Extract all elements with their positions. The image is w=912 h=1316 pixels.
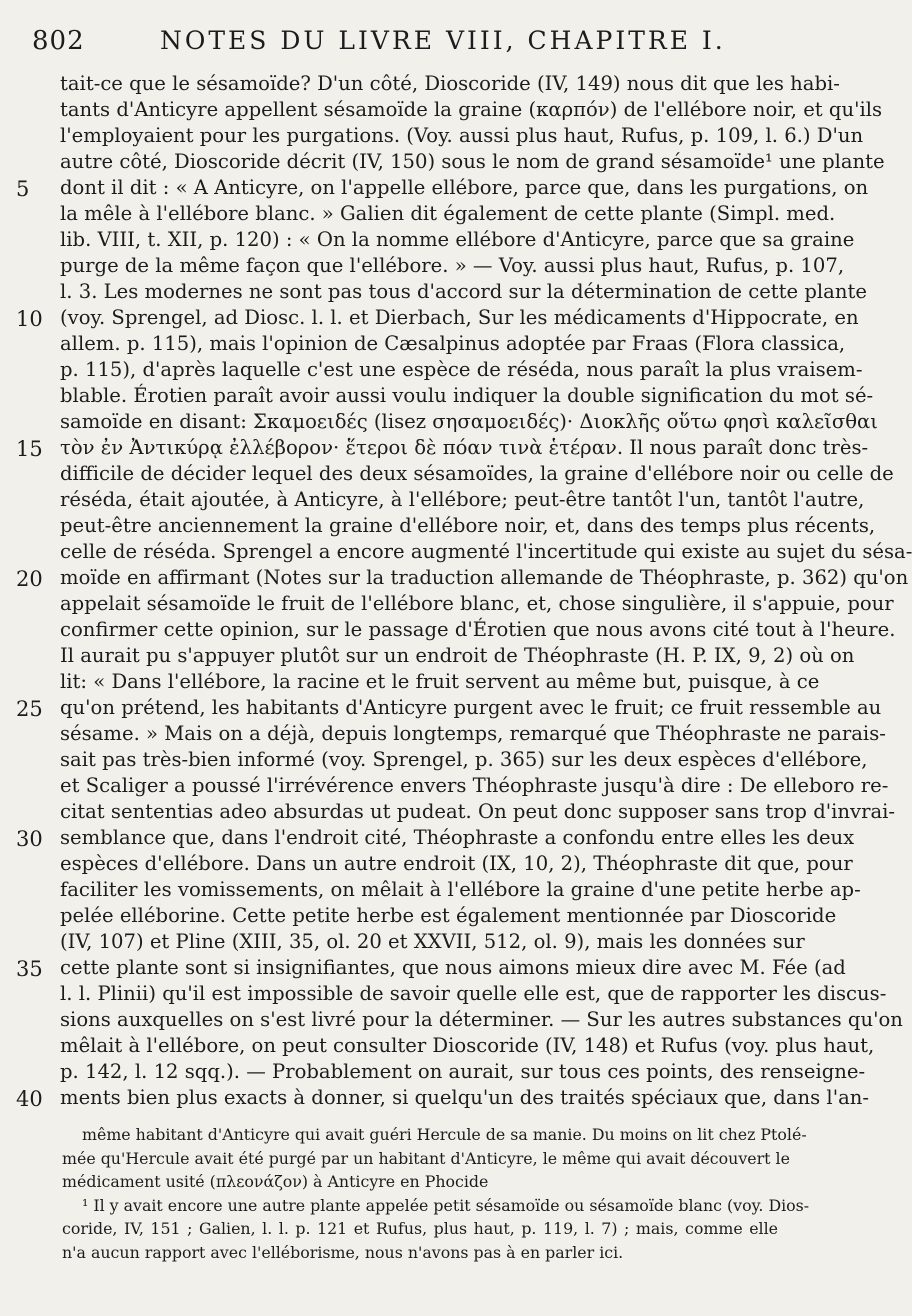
line-text: purge de la même façon que l'ellébore. » — Voy. aussi plus haut, Rufus, p. 107, — [60, 254, 845, 277]
line-text: dont il dit : « A Anticyre, on l'appelle ellébore, parce que, dans les purgations, on — [60, 176, 869, 199]
line-text: citat sententias adeo absurdas ut pudeat. On peut donc supposer sans trop d'invrai- — [60, 800, 896, 823]
line-number: 40 — [16, 1087, 43, 1111]
line-text: semblance que, dans l'endroit cité, Théophraste a confondu entre elles les deux — [60, 826, 855, 849]
line-text: lit: « Dans l'ellébore, la racine et le fruit servent au même but, puisque, à ce — [60, 670, 820, 693]
line-text: la mêle à l'ellébore blanc. » Galien dit également de cette plante (Simpl. med. — [60, 202, 836, 225]
footnote-line — [0, 1242, 800, 1268]
line-text: ments bien plus exacts à donner, si quelqu'un des traités spéciaux que, dans l'an- — [60, 1086, 870, 1109]
line-text: p. 142, l. 12 sqq.). — Probablement on aurait, sur tous ces points, des renseigne- — [60, 1060, 866, 1083]
line-text: moïde en affirmant (Notes sur la traduction allemande de Théophraste, p. 362) qu'on — [60, 566, 909, 589]
footnote-text: même habitant d'Anticyre qui avait guéri Hercule de sa manie. Du moins on lit chez Ptolé- — [82, 1125, 807, 1144]
footnote-text: coride, IV, 151 ; Galien, l. l. p. 121 et Rufus, plus haut, p. 119, l. 7) ; mais, comme elle — [62, 1219, 778, 1238]
line-text: (IV, 107) et Pline (XIII, 35, ol. 20 et XXVII, 512, ol. 9), mais les données sur — [60, 930, 805, 953]
line-text: blable. Érotien paraît avoir aussi voulu indiquer la double signification du mot sé- — [60, 384, 874, 407]
footnote-text: mée qu'Hercule avait été purgé par un habitant d'Anticyre, le même qui avait découvert le — [62, 1148, 790, 1168]
line-text: confirmer cette opinion, sur le passage d'Érotien que nous avons cité tout à l'heure. — [60, 618, 896, 641]
line-number: 30 — [16, 827, 43, 851]
line-text: appelait sésamoïde le fruit de l'ellébore blanc, et, chose singulière, il s'appuie, pour — [60, 592, 894, 615]
line-text: tants d'Anticyre appellent sésamoïde la graine (καρπόν) de l'ellébore noir, et qu'ils — [60, 98, 883, 121]
line-text: qu'on prétend, les habitants d'Anticyre purgent avec le fruit; ce fruit ressemble au — [60, 696, 882, 719]
line-text: samoïde en disant: Σκαμοειδές (lisez σησαμοειδές)· Διοκλῆς οὕτω φησὶ καλεῖσθαι — [60, 410, 878, 433]
footnote-line — [0, 1148, 800, 1174]
line-number: 35 — [16, 957, 43, 981]
line-text: peut-être anciennement la graine d'ellébore noir, et, dans des temps plus récents, — [60, 514, 876, 537]
text-line — [0, 1084, 870, 1116]
footnote-line — [0, 1195, 810, 1221]
line-text: (voy. Sprengel, ad Diosc. l. l. et Dierbach, Sur les médicaments d'Hippocrate, en — [60, 306, 859, 329]
page-header — [0, 20, 800, 70]
footnote-text: n'a aucun rapport avec l'elléborisme, nous n'avons pas à en parler ici. — [62, 1242, 624, 1262]
line-number: 5 — [16, 177, 30, 201]
line-text: p. 115), d'après laquelle c'est une espèce de réséda, nous paraît la plus vraisem- — [60, 358, 863, 381]
footnote-line — [0, 1171, 800, 1197]
line-number: 20 — [16, 567, 43, 591]
running-title: NOTES DU LIVRE VIII, CHAPITRE I. — [160, 26, 726, 55]
line-text: τὸν ἐν Ἀντικύρᾳ ἐλλέβορον· ἕτεροι δὲ πόαν τινὰ ἑτέραν. Il nous paraît donc très- — [60, 436, 869, 459]
line-text: allem. p. 115), mais l'opinion de Cæsalpinus adoptée par Fraas (Flora classica, — [60, 332, 846, 355]
line-text: Il aurait pu s'appuyer plutôt sur un endroit de Théophraste (H. P. IX, 9, 2) où on — [60, 644, 855, 667]
line-text: sait pas très-bien informé (voy. Sprengel, p. 365) sur les deux espèces d'ellébore, — [60, 748, 868, 771]
line-text: espèces d'ellébore. Dans un autre endroit (IX, 10, 2), Théophraste dit que, pour — [60, 852, 853, 875]
page-number: 802 — [32, 26, 85, 56]
line-text: faciliter les vomissements, on mêlait à l'ellébore la graine d'une petite herbe ap- — [60, 878, 861, 901]
line-number: 15 — [16, 437, 43, 461]
footnote-text: médicament usité (πλεονάζον) à Anticyre en Phocide — [62, 1172, 489, 1191]
footnote-line — [0, 1218, 800, 1244]
line-text: difficile de décider lequel des deux sésamoïdes, la graine d'ellébore noir ou celle de — [60, 462, 894, 485]
line-text: l. l. Plinii) qu'il est impossible de savoir quelle elle est, que de rapporter les discus- — [60, 982, 887, 1005]
line-number: 10 — [16, 307, 43, 331]
line-text: l. 3. Les modernes ne sont pas tous d'accord sur la détermination de cette plante — [60, 280, 867, 303]
line-text: autre côté, Dioscoride décrit (IV, 150) sous le nom de grand sésamoïde¹ une plante — [60, 150, 885, 173]
line-text: mêlait à l'ellébore, on peut consulter Dioscoride (IV, 148) et Rufus (voy. plus haut, — [60, 1034, 875, 1057]
footnote-line — [0, 1124, 807, 1150]
line-text: et Scaliger a poussé l'irrévérence envers Théophraste jusqu'à dire : De elleboro re- — [60, 774, 889, 797]
line-text: celle de réséda. Sprengel a encore augmenté l'incertitude qui existe au sujet du sésa- — [60, 540, 912, 563]
line-text: tait-ce que le sésamoïde? D'un côté, Dioscoride (IV, 149) nous dit que les habi- — [60, 72, 840, 95]
line-text: sésame. » Mais on a déjà, depuis longtemps, remarqué que Théophraste ne parais- — [60, 722, 886, 745]
line-text: sions auxquelles on s'est livré pour la déterminer. — Sur les autres substances qu'on — [60, 1008, 903, 1031]
line-text: pelée elléborine. Cette petite herbe est également mentionnée par Dioscoride — [60, 904, 837, 927]
line-text: cette plante sont si insignifiantes, que nous aimons mieux dire avec M. Fée (ad — [60, 956, 846, 979]
line-text: lib. VIII, t. XII, p. 120) : « On la nomme ellébore d'Anticyre, parce que sa graine — [60, 228, 855, 251]
footnote-text: ¹ Il y avait encore une autre plante appelée petit sésamoïde ou sésamoïde blanc (voy. Dios- — [82, 1195, 810, 1215]
line-text: l'employaient pour les purgations. (Voy. aussi plus haut, Rufus, p. 109, l. 6.) D'un — [60, 124, 864, 147]
line-text: réséda, était ajoutée, à Anticyre, à l'ellébore; peut-être tantôt l'un, tantôt l'autre, — [60, 488, 865, 511]
line-number: 25 — [16, 697, 43, 721]
